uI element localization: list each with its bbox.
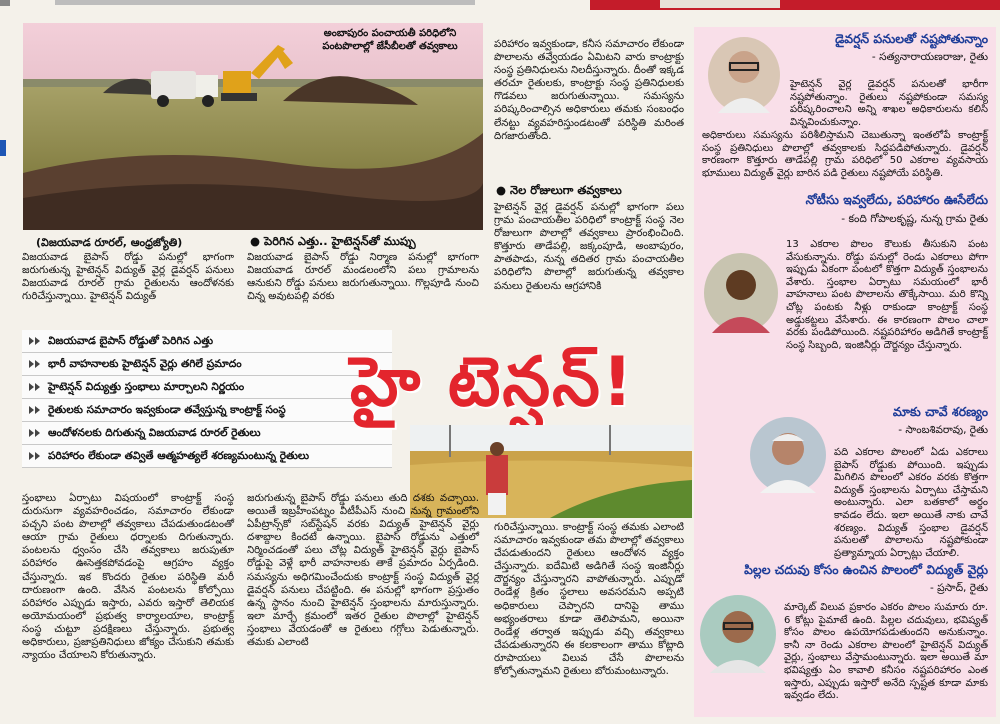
col1-bottom-text: స్తంభాలు ఏర్పాటు విషయంలో కాంట్రాక్ట్ సంస్థ దురుసుగా వ్యవహరించడం, సమాచారం లేకుండా పచ్చని పంట పొలాల్లో తవ్వకాలు చేపడుతుండటంతో ఆయా గ్రామ రైతులు ధర్నాలకు దిగుతున్నారు. పంటలను ధ్వంసం చేసి తవ్వకాలు జరుపుతూ పరిహారం ఊసెత్తకపోవడంపై ఆగ్రహం వ్యక్తం చేస్తున్నారు. ఇక కొందరు రైతుల పరిస్థితి మరీ దారుణంగా ఉంది. వేసిన పంటలను కోల్పోయి పరిహారం ఎప్పుడు ఇస్తారు, ఎవరు ఇస్తారో తెలియక అయోమయంలో ప్రభుత్వ కార్యాలయాల, కాంట్రాక్ట్ సంస్థ చుట్టూ ప్రదక్షిణలు చేస్తున్నారు. ప్రభుత్వ అధికారులు, ప్రజాప్రతినిధులు జోక్యం చేసుకుని తమకు న్యాయం చేయాలని కోరుతున్నారు.	[22, 493, 234, 662]
headline-list	[22, 330, 392, 468]
dateline: (విజయవాడ రూరల్, ఆంధ్రజ్యోతి)	[36, 236, 183, 249]
quote4-name: - ప్రసాద్, రైతు	[929, 582, 988, 594]
portrait-photo	[750, 417, 826, 493]
top-photo-caption: అంబాపురం పంచాయతీ పరిధిలోని పంటపొలాల్లో జేసీబీలతో తవ్వకాలు	[322, 28, 458, 52]
col2-bottom-text: జరుగుతున్న బైపాస్ రోడ్డు పనులు తుది దశకు వచ్చాయి. అయితే ఇబ్రహీంపట్నం వీటీపీఎస్ నుంచి నున్న గ్రామంలోని ఏపీట్రాన్స్‌కో సబ్‌స్టేషన్ వరకు విద్యుత్ హైటెన్షన్ వైర్లు దశాబ్దాల కిందటే ఉన్నాయి. బైపాస్ రోడ్డును ఎత్తులో నిర్మించడంతో పలు చోట్ల విద్యుత్ హైటెన్షన్ వైర్లు బైపాస్ రోడ్డుపై వెళ్లే భారీ వాహనాలకు తాకే ప్రమాదం ఏర్పడింది. సమస్యను అధిగమించేందుకు కాంట్రాక్ట్ సంస్థ విద్యుత్ వైర్ల డైవర్షన్ పనులు చేపట్టింది. ఈ పనుల్లో భాగంగా ప్రస్తుతం ఉన్న స్థానం నుంచి హైటెన్షన్ స్తంభాలను మారుస్తున్నారు. ఇలా మార్చే క్రమంలో ఇతర రైతుల పొలాల్లో హైటెన్షన్ స్తంభాలు వేయడంతో ఆ రైతులు గగ్గోలు పెడుతున్నారు. తమకు ఎలాంటి	[247, 493, 479, 649]
edge-marker	[0, 140, 6, 156]
headline-item: విజయవాడ బైపాస్ రోడ్డుతో పెరిగిన ఎత్తు	[22, 330, 392, 353]
quote3-heading: మాకు చావే శరణ్యం	[892, 404, 988, 419]
headline-item: ఆందోళనలకు దిగుతున్న విజయవాడ రూరల్ రైతులు	[22, 422, 392, 445]
headline-item: రైతులకు సమాచారం ఇవ్వకుండా తవ్వేస్తున్న కాంట్రాక్ట్ సంస్థ	[22, 399, 392, 422]
col2-top-text: విజయవాడ బైపాస్ రోడ్డు నిర్మాణ పనుల్లో భాగంగా విజయవాడ రూరల్ మండలంలోని పలు గ్రామాలను ఆనుకుని రోడ్డు పనులు జరుగుతున్నాయి. గొల్లపూడి నుంచి చిన్న అవుటపల్లి వరకు	[247, 252, 479, 303]
col3-mid-text: హైటెన్షన్ వైర్ల డైవర్షన్ పనుల్లో భాగంగా పలు గ్రామ పంచాయతీల పరిధిలో కాంట్రాక్ట్ సంస్థ నెల రోజులుగా పొలాల్లో తవ్వకాలు ప్రారంభించింది. కొత్తూరు తాడేపల్లి, జక్కంపూడి, అంబాపురం, పాతపాడు, నున్న తదితర గ్రామ పంచాయతీల పరిధిలోని పొలాల్లో జరుగుతున్న తవ్వకాల పనులు రైతులను ఆగ్రహానికి	[494, 202, 684, 292]
banner-title: హై టెన్షన్!	[350, 343, 635, 422]
quote1-heading: డైవర్షన్ పనులతో నష్టపోతున్నాం	[835, 31, 988, 46]
quote1-name: - సత్యనారాయణరాజు, రైతు	[871, 51, 988, 63]
quote2-text: 13 ఎకరాల పొలం కౌలుకు తీసుకుని పంట వేసుకున్నాను. రోడ్డు పనుల్లో రెండు ఎకరాలు పోగా ఇప్పుడు ఏకంగా పంటలో కొత్తగా విద్యుత్ స్తంభాలను వేశారు. స్తంభాల ఏర్పాటు సమయంలో భారీ వాహనాలు పంట పొలాలను తొక్కేసాయి. మరి కొన్ని చోట్ల పంటకు నీళ్లు రాకుండా కాంట్రాక్ట్ సంస్థ అడ్డుకట్టలు వేసేశారు. ఈ కారణంగా పొలం చాలా వరకు పండిపోయింది. నష్టపరిహారం అడిగితే కాంట్రాక్ట్ సంస్థ సిబ్బంది, ఇంజినీర్లు దౌర్జన్యం చేస్తున్నారు.	[786, 239, 988, 351]
subhead-month-digging: ● నెల రోజులుగా తవ్వకాలు	[496, 183, 622, 197]
portrait-photo	[700, 595, 776, 673]
quote3-text-a: పది ఎకరాల పొలంలో ఏడు ఎకరాలు బైపాస్ రోడ్డుకు పోయింది. ఇప్పుడు మిగిలిన పొలంలో ఎకరం వరకు కొత్తగా విద్యుత్ స్తంభాలను ఏర్పాటు చేస్తామని అంటున్నారు. ఎలా బతకాలో అర్థం కావడం లేదు. ఇలా అయితే నాకు చావే శరణ్యం. విద్యుత్ స్తంభాల డైవర్షన్ పనులతో పొలాలను నష్టపోకుండా ప్రత్యామ్నాయ ఏర్పాట్లు చేయాలి.	[834, 447, 988, 559]
col1-top-text: విజయవాడ బైపాస్ రోడ్డు పనుల్లో భాగంగా జరుగుతున్న హైటెన్షన్ విద్యుత్ వైర్ల డైవర్షన్ పనులు విజయవాడ రూరల్ గ్రామ రైతులను ఆందోళనకు గురిచేస్తున్నాయి. హైటెన్షన్ విద్యుత్	[22, 252, 234, 303]
quote4-text: మార్కెట్ విలువ ప్రకారం ఎకరం పొలం సుమారు రూ. 6 కోట్లు పైమాటే ఉంది. పిల్లల చదువులు, భవిష్యత్ కోసం పొలం ఉపయోగపడుతుందని అనుకున్నాం. కానీ నా రెండు ఎకరాల పొలంలో హైటెన్షన్ విద్యుత్ వైర్లు, స్తంభాలు వేస్తామంటున్నారు. ఇలా అయితే మా భవిష్యత్తు ఏం కావాలి కనీసం నష్టపరిహారం ఎంత ఇస్తారు, ఎప్పుడు ఇస్తారో అనేది స్పష్టత కూడా మాకు ఇవ్వడం లేదు.	[784, 602, 988, 702]
col3-top-text: పరిహారం ఇవ్వకుండా, కనీస సమాచారం లేకుండా పొలాలను తవ్వేయడం ఏమిటని వారు కాంట్రాక్టు సంస్థ ప్రతినిధులను నిలదీస్తున్నారు. దీంతో ఇక్కడ తరచూ రైతులకు, కాంట్రాక్టు సంస్థ ప్రతినిధులకు గొడవలు జరుగుతున్నాయి. సమస్యను పరిష్కరించాల్సిన అధికారులు తమకు సంబంధం లేనట్టు వ్యవహరిస్తుండటంతో పరిస్థితి మరింత దిగజారుతోంది.	[494, 39, 684, 142]
farmer-quotes-sidebar	[694, 27, 996, 717]
quote1-text-a: హైటెన్షన్ వైర్ల డైవర్షన్ పనులతో భారీగా నష్టపోతున్నాం. రైతులు నష్టపోకుండా సమస్య పరిష్కరించాలని అన్ని శాఖల అధికారులను కలిసి విన్నవించుకున్నాం.	[790, 79, 988, 128]
top-photo	[23, 23, 483, 230]
headline-item: పరిహారం లేకుండా తవ్వితే ఆత్మహత్యలే శరణ్యమంటున్న రైతులు	[22, 445, 392, 468]
quote2-heading: నోటీసు ఇవ్వలేదు, పరిహారం ఊసేలేదు	[805, 192, 988, 207]
portrait-photo	[708, 37, 780, 113]
quote1-text-b: అధికారులు సమస్యను పరిశీలిస్తామని చెబుతున్నా ఇంతలోపే కాంట్రాక్ట్ సంస్థ ప్రతినిధులు పొలాల్లో తవ్వకాలకు సిద్ధపడిపోతున్నారు. డైవర్షన్ కారణంగా కొత్తూరు తాడేపల్లి గ్రామ పరిధిలో 50 ఎకరాల వ్యవసాయ భూములు విద్యుత్ వైర్లు బారిన పడి రైతులు నష్టపోయే పరిస్థితి.	[702, 130, 988, 179]
quote4-heading: పిల్లల చదువు కోసం ఉంచిన పొలంలో విద్యుత్ వైర్లు	[744, 562, 988, 577]
subhead-height-danger: ● పెరిగిన ఎత్తు.. హైటెన్షన్‌తో ముప్పు	[250, 234, 416, 248]
quote2-name: - కంది గోపాలకృష్ణ, నున్న గ్రామ రైతు	[841, 213, 988, 225]
portrait-photo	[704, 253, 778, 333]
headline-item: హైటెన్షన్ విద్యుత్తు స్తంభాలు మార్చాలని నిర్ణయం	[22, 376, 392, 399]
quote3-name: - సాంబశివరావు, రైతు	[898, 424, 988, 436]
col3-bottom-text: గురిచేస్తున్నాయి. కాంట్రాక్ట్ సంస్థ తమకు ఎలాంటి సమాచారం ఇవ్వకుండా తమ పొలాల్లో తవ్వకాలు చేపడుతుందని రైతులు ఆందోళన వ్యక్తం చేస్తున్నారు. ఐదేమిటి అడిగితే సంస్థ ఇంజినీర్లు దౌర్జన్యం చేస్తున్నారని వాపోతున్నారు. ఎప్పుడో రెండేళ్ల క్రితం స్థలాలు అవసరమని అప్పటి అధికారులు చెప్పారని దానిపై తాము అభ్యంతరాలు కూడా తెలిపామని, అయినా రెండేళ్ల తర్వాత ఇప్పుడు వచ్చి తవ్వకాలు చేపడుతున్నారని ఈ కలకాలంగా తాము కోట్లాది రూపాయలు విలువ చేసే పొలాలను కోల్పోతున్నామని రైతులు బోరుమంటున్నారు.	[494, 522, 684, 678]
page-top-strip	[0, 0, 1000, 12]
headline-item: భారీ వాహనాలకు హైటెన్షన్ వైర్లు తగిలే ప్రమాదం	[22, 353, 392, 376]
